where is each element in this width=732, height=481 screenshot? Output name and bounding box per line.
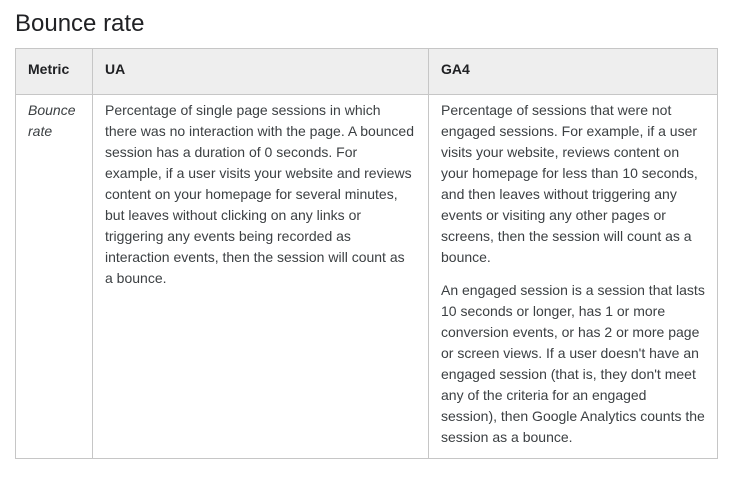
ua-definition-cell	[93, 95, 429, 459]
header-ua: UA	[93, 49, 429, 95]
table-header-row	[16, 49, 718, 95]
ga4-definition-cell	[429, 95, 718, 459]
ua-definition-text: Percentage of single page sessions in which there was no interaction with the page. A bounced session has a duration of 0 seconds. For example, if a user visits your website and reviews content on your homepage for several minutes, but leaves without clicking on any links or triggering any events being recorded as interaction events, then the session will count as a bounce.	[105, 102, 414, 286]
header-ga4: GA4	[429, 49, 718, 95]
header-metric: Metric	[16, 49, 93, 95]
comparison-table	[15, 48, 718, 459]
table-row	[16, 95, 718, 459]
ga4-definition-paragraph: Percentage of sessions that were not engaged sessions. For example, if a user visits your website, reviews content on your homepage for less than 10 seconds, and then leaves without triggering any events or visiting any other pages or screens, then the session will count as a bounce.	[441, 102, 698, 265]
metric-name-cell: Bounce rate	[16, 95, 93, 459]
page-title: Bounce rate	[15, 10, 145, 37]
ga4-engaged-session-paragraph: An engaged session is a session that lasts 10 seconds or longer, has 1 or more conversion events, or has 2 or more page or screen views. If a user doesn't have an engaged session (that is, they don't meet any of the criteria for an engaged session), then Google Analytics counts the session as a bounce.	[441, 282, 705, 445]
